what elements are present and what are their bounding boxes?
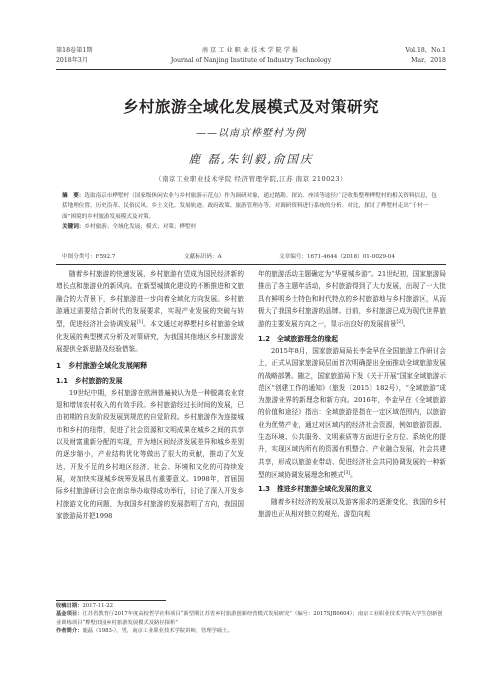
article-subtitle: ——以南京桦墅村为例 xyxy=(196,128,306,139)
header-right xyxy=(405,46,446,66)
keywords xyxy=(62,222,442,232)
section-heading: 1 乡村旅游全域化发展阐释 xyxy=(56,361,148,371)
author-bio: 作者简介：鹿磊（1983-），男，南京工业职业技术学院讲师，管理学硕士。 xyxy=(56,627,233,634)
article-number: 文章编号：1671-4644（2018）01-0029-04 xyxy=(279,254,396,260)
fund-project: 基金项目：江苏省教育厅2017年度高校哲学社科项目“新型期江苏省乡村旅游创新经营模式发展研究”（编号：2017SJB0604）；南京工业职业技术学院大学生创新创业训练项目“桦墅田园乡村旅游发展模式及路径探析” xyxy=(56,611,443,626)
clc-number: 中图分类号：F592.7 xyxy=(62,254,116,260)
header-rule xyxy=(56,69,446,70)
citation: [1] xyxy=(136,320,144,326)
author-affiliation: （南京工业职业技术学院 经济管理学院,江苏 南京 210023） xyxy=(154,175,348,183)
volume-issue-en: Vol.18，No.1 xyxy=(405,47,446,54)
footnote-rule xyxy=(56,600,166,601)
body-paragraph: 年的旅游活动主题确定为“华夏城乡游”。21世纪初，国家旅游局推出了各主题年活动，乡村旅游得到了大力发展，出现了一大批具有鲜明乡土特色和时代特点的乡村旅游地与乡村旅游区，从而极大了我国乡村旅游的品牌。目前，乡村旅游已成为现代世界旅游的主要发展方向之一，显示出良好的发展前景[2]。 xyxy=(258,270,446,329)
keywords-label: 关键词： xyxy=(62,224,85,231)
volume-issue-cn: 第18卷第1期 xyxy=(56,47,93,54)
citation: [2] xyxy=(396,320,403,326)
right-column xyxy=(258,268,446,520)
body-paragraph: 随着乡村经济的发展以及游客需求的逐渐变化，我国的乡村旅游也正从相对独立的观光、游览向观 xyxy=(258,497,446,519)
left-column xyxy=(56,268,244,522)
received-date: 收稿日期：2017-11-22 xyxy=(56,603,114,609)
body-paragraph: 2015年8月，国家旅游局局长李金早在全国旅游工作研讨会上，正式从国家旅游局层面首次明确提出全面推动全域旅游发展的战略部署。随之，国家旅游局下发《关于开展“国家全域旅游示范区”创建工作的通知》（旅发〔2015〕182号），“全域旅游”成为旅游业界的新理念和新方向。2016年，李金早在《全域旅游的价值和途径》指出：全域旅游是指在一定区域范围内，以旅游业为优势产业，通过对区域内的经济社会资源，例如旅游资源、生态环境、公共服务、文明素质等方面进行全方位、系统化的提升，实现区域内所有的资源有机整合、产业融合发展，社会共建共享，形成以旅游业带动、促进经济社会共同协调发展的一种新型的区域协调发展理念和模式[3]。 xyxy=(258,346,446,480)
citation: [3] xyxy=(343,470,351,476)
article-title: 乡村旅游全域化发展模式及对策研究 xyxy=(122,98,379,116)
subsection-heading: 1.3 推进乡村旅游全域化发展的意义 xyxy=(258,485,372,494)
journal-name-en: Journal of Nanjing Institute of Industry Technology xyxy=(170,57,332,64)
body-paragraph: 19世纪中期，乡村旅游在欧洲普遍被认为是一种脱离农业衰退和增加农村收入的有效手段。乡村旅游经过长时间的发展，已由初期的自发阶段发展到规范的自觉阶段。乡村旅游作为连接城市和乡村的纽带，促进了社会资源和文明成果在城乡之间的共享以及财富重新分配的实现，并为地区间经济发展差异和城乡差别的逐步缩小，产业结构优化等做出了很大的贡献，推动了欠发达、开发不足的乡村地区经济、社会、环境和文化的可持续发展，对加快实现城乡统筹发展具有重要意义。1998年，首届国际乡村旅游研讨会在南京举办取得成功举行，讨论了深入开发乡村旅游文化的问题，为我国乡村旅游的发展指明了方向，我国国家旅游局并把1998 xyxy=(56,388,244,520)
footnotes xyxy=(56,602,446,635)
abstract-text: 选取南京市桦墅村（国家级休闲农业与乡村旅游示范点）作为调研对象，通过踏勘、探访、座谈等途径广泛收集整理桦墅村的相关资料信息，包括地理位置、历史沿革、民俗民风、乡土文化、发展轨迹、政府政策、旅游管理办等，对调研资料进行系统的分析、对比，探讨了桦墅村走出“千村一面”困境的乡村旅游发展模式及对策。 xyxy=(62,193,437,220)
article-authors: 鹿 磊,朱钊毅,俞国庆 xyxy=(188,152,314,166)
subsection-heading: 1.1 乡村旅游的发展 xyxy=(56,376,123,385)
date-en: Mar，2018 xyxy=(411,57,446,64)
document-code: 文献标识码：A xyxy=(184,254,222,260)
header-center xyxy=(56,46,446,66)
intro-paragraph: 随着乡村旅游的快速发展，乡村旅游有望成为国民经济新的增长点和旅游业的新风向。在新型城镇化建设的不断推进和文旅融合的大背景下，乡村旅游进一步向着全域化方向发展。乡村旅游通过需要结合新时代的发展要求，实现产业发展的突破与转型，促进经济社会协调发展[1]。本文通过对桦墅村乡村旅游全域化发展的典型模式分析及对策研究，为我国其他地区乡村旅游发展提供全新思路及经验借鉴。 xyxy=(56,270,245,353)
meta-rule xyxy=(56,264,446,265)
keywords-text: 乡村旅游；全域化发展；模式；对策；桦墅村 xyxy=(84,224,197,231)
abstract-label: 摘 要： xyxy=(62,193,85,199)
abstract xyxy=(62,191,442,222)
date-cn: 2018年3月 xyxy=(56,57,89,64)
subsection-heading: 1.2 全域旅游理念的缘起 xyxy=(258,334,339,343)
abstract-block xyxy=(62,191,442,233)
journal-name-cn: 南京工业职业技术学院学报 xyxy=(201,47,301,54)
